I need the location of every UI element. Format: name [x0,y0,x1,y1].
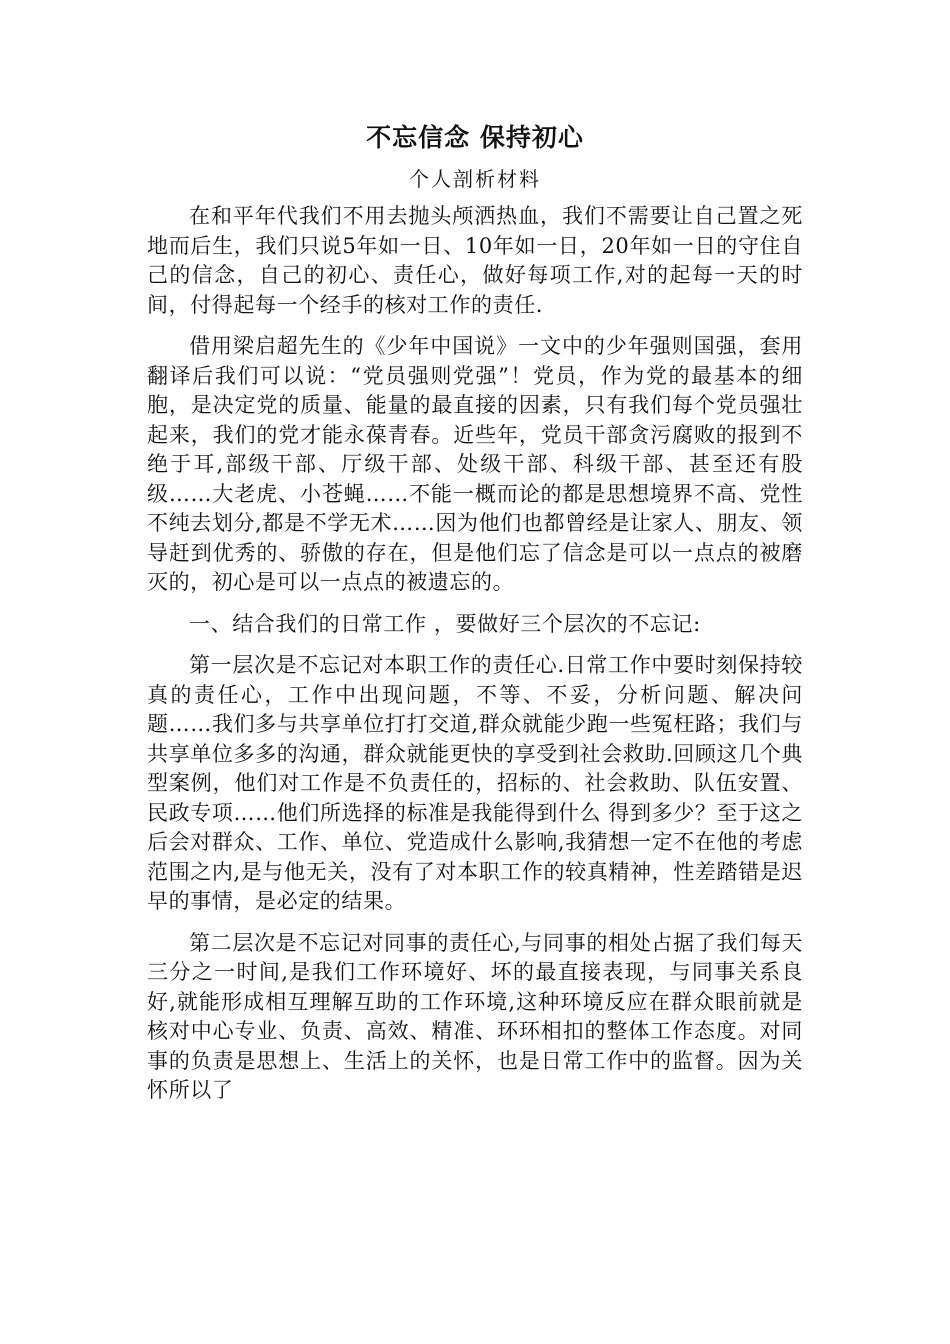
paragraph-level-one: 第一层次是不忘记对本职工作的责任心.日常工作中要时刻保持较真的责任心，工作中出现问题，不等、不妥，分析问题、解决问题……我们多与共享单位打打交道,群众就能少跑一些冤枉路；我们与共享单位多多的沟通，群众就能更快的享受到社会救助.回顾这几个典型案例，他们对工作是不负责任的，招标的、社会救助、队伍安置、民政专项……他们所选择的标准是我能得到什么 得到多少？至于这之后会对群众、工作、单位、党造成什么影响,我猜想一定不在他的考虑范围之内,是与他无关，没有了对本职工作的较真精神，性差踏错是迟早的事情，是必定的结果。 [147,653,803,913]
section-heading-three-levels: 一、结合我们的日常工作 ，要做好三个层次的不忘记: [189,611,701,636]
paragraph-level-two: 第二层次是不忘记对同事的责任心,与同事的相处占据了我们每天三分之一时间,是我们工作环境好、坏的最直接表现，与同事关系良好,就能形成相互理解互助的工作环境,这种环境反应在群众眼前就是核对中心专业、负责、高效、精准、环环相扣的整体工作态度。对同事的负责是思想上、生活上的关怀，也是日常工作中的监督。因为关怀所以了 [147,930,803,1102]
paragraph-intro: 在和平年代我们不用去抛头颅洒热血，我们不需要让自己置之死地而后生，我们只说5年如一日、10年如一日，20年如一日的守住自己的信念，自己的初心、责任心，做好每项工作,对的起每一天的时间，付得起每一个经手的核对工作的责任. [147,204,803,317]
document-body [147,202,803,1118]
document-title: 不忘信念 保持初心 [366,123,584,152]
document-subtitle: 个人剖析材料 [409,167,541,191]
paragraph-party-members: 借用梁启超先生的《少年中国说》一文中的少年强则国强，套用翻译后我们可以说：“党员强则党强”！党员，作为党的最基本的细胞，是决定党的质量、能量的最直接的因素，只有我们每个党员强壮起来，我们的党才能永葆青春。近些年，党员干部贪污腐败的报到不绝于耳,部级干部、厅级干部、处级干部、科级干部、甚至还有股级……大老虎、小苍蝇……不能一概而论的都是思想境界不高、党性不纯去划分,都是不学无术……因为他们也都曾经是让家人、朋友、领导赶到优秀的、骄傲的存在，但是他们忘了信念是可以一点点的被磨灭的，初心是可以一点点的被遗忘的。 [147,334,803,594]
